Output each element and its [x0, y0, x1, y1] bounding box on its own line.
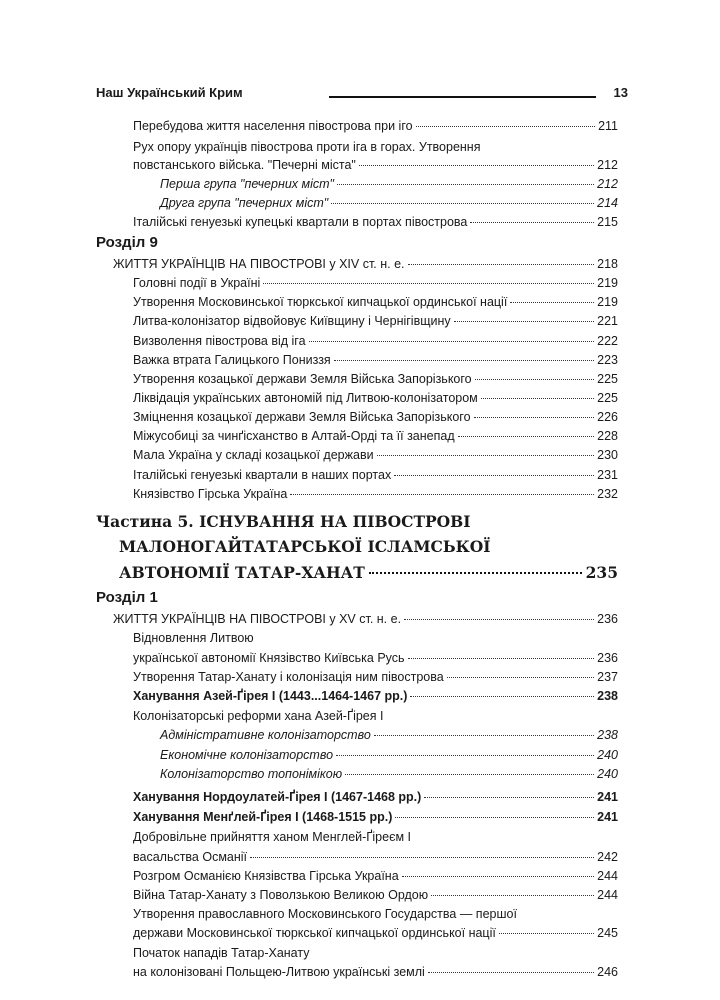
part-heading-line2[interactable]: МАЛОНОГАЙТАТАРСЬКОЇ ІСЛАМСЬКОЇ: [119, 537, 491, 556]
toc-entry-line1[interactable]: Утворення православного Московинського Государства — першої: [133, 907, 517, 921]
toc-entry-line1[interactable]: Початок нападів Татар-Ханату: [133, 946, 310, 960]
toc-entry[interactable]: Ханування Нордоулатей-Ґірея I (1467-1468 рр.) 241: [133, 790, 618, 804]
toc-entry[interactable]: Ханування Менґлей-Ґірея I (1468-1515 рр.) 241: [133, 810, 618, 824]
toc-entry[interactable]: ЖИТТЯ УКРАЇНЦІВ НА ПІВОСТРОВІ у XV ст. н. е. 236: [113, 612, 618, 626]
toc-entry[interactable]: повстанського війська. "Печерні міста" 212: [133, 158, 618, 172]
toc-entry[interactable]: Утворення козацької держави Земля Війська Запорізького 225: [133, 372, 618, 386]
toc-entry[interactable]: Війна Татар-Ханату з Поволзькою Великою Ордою 244: [133, 888, 618, 902]
toc-entry[interactable]: української автономії Князівство Київська Русь 236: [133, 651, 618, 665]
toc-entry-line1[interactable]: Рух опору українців півострова проти іга в горах. Утворення: [133, 140, 481, 154]
toc-entry[interactable]: Ліквідація українських автономій під Литвою-колонізатором 225: [133, 391, 618, 405]
toc-entry[interactable]: Міжусобиці за чинґісханство в Алтай-Орді та її занепад 228: [133, 429, 618, 443]
toc-entry-line1[interactable]: Добровільне прийняття ханом Менглей-Ґіреєм I: [133, 830, 411, 844]
header-title: Наш Український Крим: [96, 85, 243, 100]
toc-entry[interactable]: ЖИТТЯ УКРАЇНЦІВ НА ПІВОСТРОВІ у XIV ст. н. е. 218: [113, 257, 618, 271]
toc-entry[interactable]: Ханування Азей-Ґірея I (1443...1464-1467 рр.) 238: [133, 689, 618, 703]
toc-entry[interactable]: Італійські генуезькі купецькі квартали в портах півострова 215: [133, 215, 618, 229]
toc-entry[interactable]: Економічне колонізаторство 240: [160, 748, 618, 762]
toc-entry[interactable]: Перебудова життя населення півострова при іго 211: [133, 119, 618, 133]
toc-entry[interactable]: Визволення півострова від іга 222: [133, 334, 618, 348]
toc-entry[interactable]: Розгром Османією Князівства Гірська Україна 244: [133, 869, 618, 883]
toc-entry[interactable]: Литва-колонізатор відвойовує Київщину і Чернігівщину 221: [133, 314, 618, 328]
toc-entry[interactable]: Головні події в Україні 219: [133, 276, 618, 290]
toc-entry-line1[interactable]: Відновлення Литвою: [133, 631, 254, 645]
toc-entry[interactable]: Зміцнення козацької держави Земля Війська Запорізького 226: [133, 410, 618, 424]
toc-entry[interactable]: Утворення Московинської тюркської кипчацької ординської нації 219: [133, 295, 618, 309]
toc-entry[interactable]: Колонізаторство топонімікою 240: [160, 767, 618, 781]
toc-entry[interactable]: Важка втрата Галицького Пониззя 223: [133, 353, 618, 367]
part-heading-line3[interactable]: АВТОНОМІЇ ТАТАР-ХАНАТ 235: [119, 563, 618, 582]
toc-entry[interactable]: Перша група "печерних міст" 212: [160, 177, 618, 191]
toc-entry[interactable]: Адміністративне колонізаторство 238: [160, 728, 618, 742]
section-heading: Розділ 9: [96, 234, 158, 251]
toc-entry[interactable]: Друга група "печерних міст" 214: [160, 196, 618, 210]
toc-entry[interactable]: Князівство Гірська Україна 232: [133, 487, 618, 501]
toc-entry[interactable]: на колонізовані Польщею-Литвою українські землі 246: [133, 965, 618, 979]
toc-entry-line1[interactable]: Колонізаторські реформи хана Азей-Ґірея I: [133, 709, 384, 723]
section-heading: Розділ 1: [96, 589, 158, 606]
page-number: 13: [613, 85, 628, 100]
toc-entry[interactable]: Італійські генуезькі квартали в наших портах 231: [133, 468, 618, 482]
toc-entry[interactable]: держави Московинської тюркської кипчацької ординської нації 245: [133, 926, 618, 940]
toc-entry[interactable]: Утворення Татар-Ханату і колонізація ним півострова 237: [133, 670, 618, 684]
toc-entry[interactable]: Мала Україна у складі козацької держави 230: [133, 448, 618, 462]
toc-entry[interactable]: васальства Османії 242: [133, 850, 618, 864]
part-heading-line1[interactable]: Частина 5. ІСНУВАННЯ НА ПІВОСТРОВІ: [96, 512, 471, 531]
